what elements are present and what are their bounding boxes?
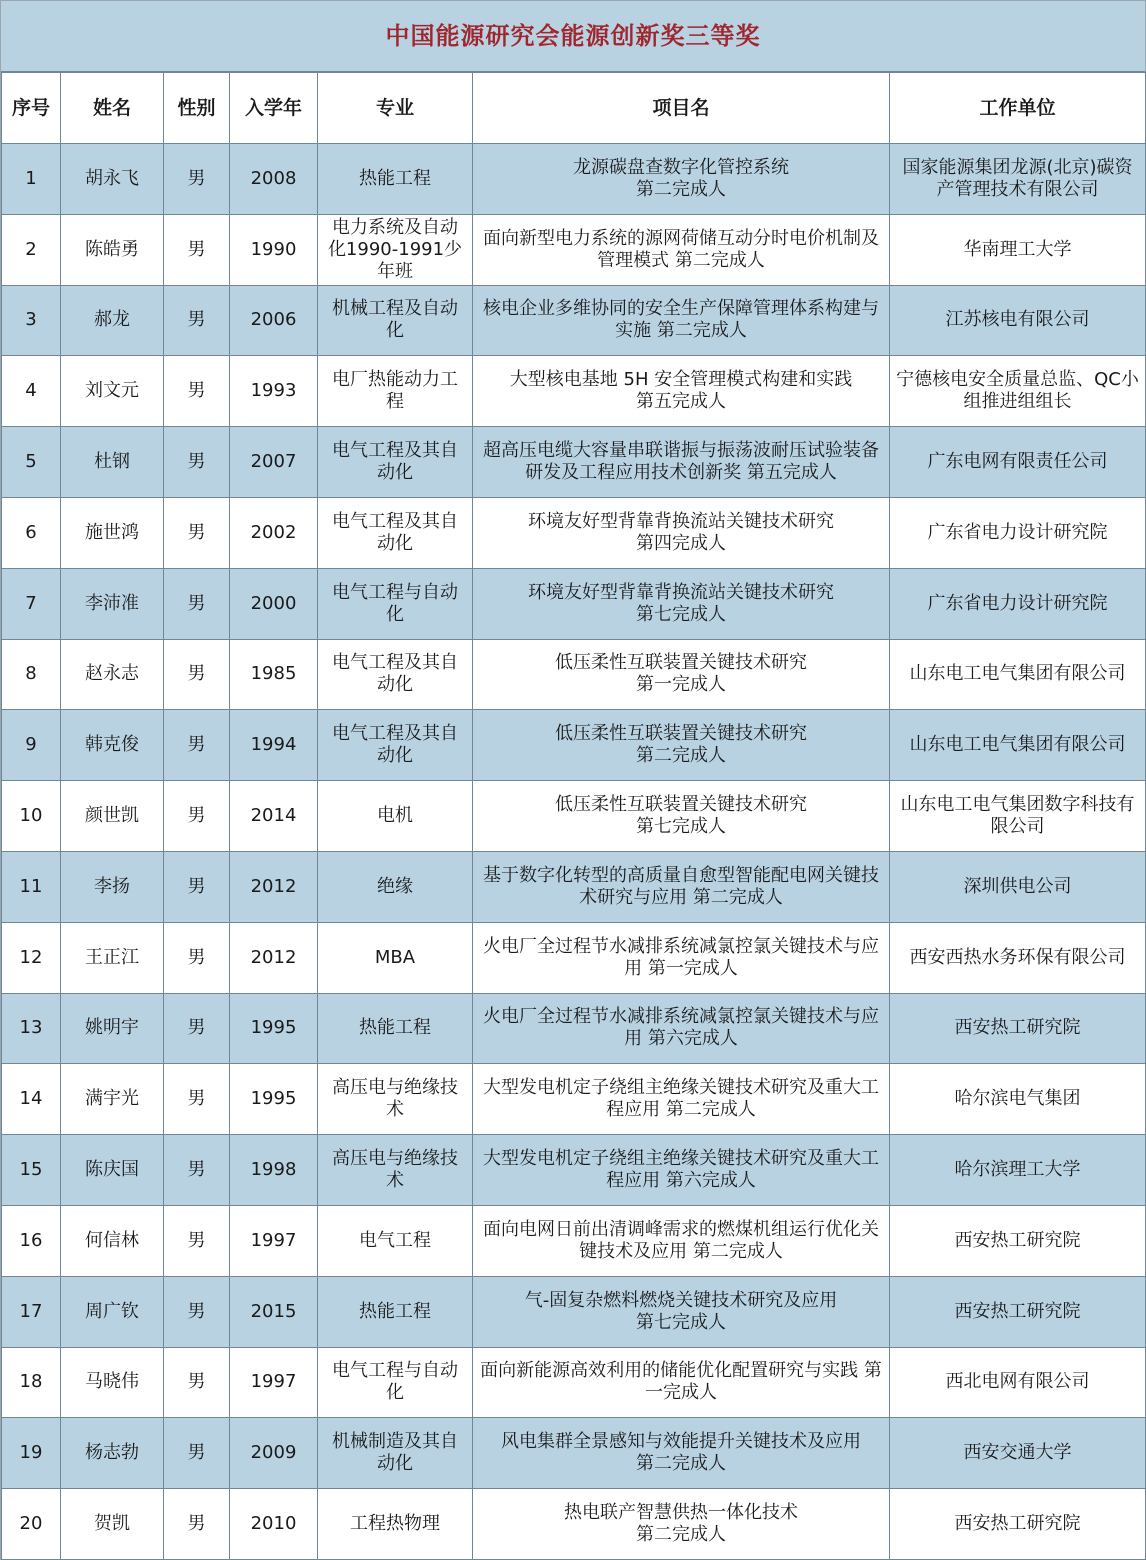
cell-index: 19 xyxy=(2,1418,61,1489)
cell-enroll-year: 1995 xyxy=(230,993,318,1064)
cell-enroll-year: 2009 xyxy=(230,1418,318,1489)
cell-index: 3 xyxy=(2,285,61,356)
cell-employer: 山东电工电气集团有限公司 xyxy=(890,710,1146,781)
cell-project: 风电集群全景感知与效能提升关键技术及应用 第二完成人 xyxy=(473,1418,890,1489)
cell-index: 10 xyxy=(2,781,61,852)
cell-index: 14 xyxy=(2,1064,61,1135)
cell-index: 12 xyxy=(2,922,61,993)
cell-enroll-year: 2002 xyxy=(230,497,318,568)
cell-index: 11 xyxy=(2,851,61,922)
cell-project: 超高压电缆大容量串联谐振与振荡波耐压试验装备研发及工程应用技术创新奖 第五完成人 xyxy=(473,427,890,498)
cell-name: 周广钦 xyxy=(61,1276,164,1347)
table-row xyxy=(2,427,1146,498)
header-gender: 性别 xyxy=(164,73,230,144)
cell-gender: 男 xyxy=(164,568,230,639)
cell-gender: 男 xyxy=(164,1489,230,1560)
header-project: 项目名 xyxy=(473,73,890,144)
table-row xyxy=(2,1135,1146,1206)
cell-major: 电气工程及其自动化 xyxy=(318,710,473,781)
table-row xyxy=(2,993,1146,1064)
cell-project: 火电厂全过程节水减排系统减氯控氯关键技术与应用 第一完成人 xyxy=(473,922,890,993)
cell-index: 9 xyxy=(2,710,61,781)
cell-employer: 西安西热水务环保有限公司 xyxy=(890,922,1146,993)
cell-major: 高压电与绝缘技术 xyxy=(318,1064,473,1135)
cell-enroll-year: 2014 xyxy=(230,781,318,852)
cell-employer: 广东电网有限责任公司 xyxy=(890,427,1146,498)
cell-enroll-year: 1995 xyxy=(230,1064,318,1135)
cell-name: 赵永志 xyxy=(61,639,164,710)
table-row xyxy=(2,639,1146,710)
cell-enroll-year: 2008 xyxy=(230,144,318,215)
cell-major: 电气工程 xyxy=(318,1205,473,1276)
table-row xyxy=(2,1276,1146,1347)
table-row xyxy=(2,851,1146,922)
table-row xyxy=(2,144,1146,215)
cell-enroll-year: 2007 xyxy=(230,427,318,498)
cell-project: 环境友好型背靠背换流站关键技术研究 第四完成人 xyxy=(473,497,890,568)
cell-index: 13 xyxy=(2,993,61,1064)
cell-enroll-year: 2000 xyxy=(230,568,318,639)
cell-project: 低压柔性互联装置关键技术研究 第七完成人 xyxy=(473,781,890,852)
cell-index: 8 xyxy=(2,639,61,710)
table-row xyxy=(2,710,1146,781)
cell-name: 陈皓勇 xyxy=(61,214,164,285)
cell-enroll-year: 1997 xyxy=(230,1205,318,1276)
cell-major: 电气工程及其自动化 xyxy=(318,427,473,498)
cell-project: 面向新型电力系统的源网荷储互动分时电价机制及管理模式 第二完成人 xyxy=(473,214,890,285)
cell-name: 施世鸿 xyxy=(61,497,164,568)
cell-gender: 男 xyxy=(164,356,230,427)
cell-name: 杨志勃 xyxy=(61,1418,164,1489)
cell-project: 核电企业多维协同的安全生产保障管理体系构建与实施 第二完成人 xyxy=(473,285,890,356)
cell-enroll-year: 1994 xyxy=(230,710,318,781)
cell-major: 机械制造及其自动化 xyxy=(318,1418,473,1489)
cell-index: 7 xyxy=(2,568,61,639)
cell-employer: 国家能源集团龙源(北京)碳资产管理技术有限公司 xyxy=(890,144,1146,215)
cell-employer: 广东省电力设计研究院 xyxy=(890,568,1146,639)
cell-gender: 男 xyxy=(164,1205,230,1276)
cell-gender: 男 xyxy=(164,710,230,781)
cell-name: 陈庆国 xyxy=(61,1135,164,1206)
cell-employer: 西安热工研究院 xyxy=(890,1205,1146,1276)
cell-project: 环境友好型背靠背换流站关键技术研究 第七完成人 xyxy=(473,568,890,639)
award-table xyxy=(1,72,1146,1560)
cell-major: MBA xyxy=(318,922,473,993)
cell-major: 热能工程 xyxy=(318,1276,473,1347)
cell-gender: 男 xyxy=(164,285,230,356)
cell-index: 15 xyxy=(2,1135,61,1206)
cell-major: 热能工程 xyxy=(318,993,473,1064)
table-row xyxy=(2,497,1146,568)
cell-gender: 男 xyxy=(164,781,230,852)
cell-index: 5 xyxy=(2,427,61,498)
cell-project: 低压柔性互联装置关键技术研究 第一完成人 xyxy=(473,639,890,710)
cell-employer: 华南理工大学 xyxy=(890,214,1146,285)
cell-project: 低压柔性互联装置关键技术研究 第二完成人 xyxy=(473,710,890,781)
cell-major: 高压电与绝缘技术 xyxy=(318,1135,473,1206)
cell-gender: 男 xyxy=(164,1276,230,1347)
cell-index: 18 xyxy=(2,1347,61,1418)
cell-gender: 男 xyxy=(164,144,230,215)
cell-name: 颜世凯 xyxy=(61,781,164,852)
header-index: 序号 xyxy=(2,73,61,144)
cell-project: 火电厂全过程节水减排系统减氯控氯关键技术与应用 第六完成人 xyxy=(473,993,890,1064)
cell-enroll-year: 1985 xyxy=(230,639,318,710)
cell-project: 面向新能源高效利用的储能优化配置研究与实践 第一完成人 xyxy=(473,1347,890,1418)
cell-project: 热电联产智慧供热一体化技术 第二完成人 xyxy=(473,1489,890,1560)
cell-name: 杜钢 xyxy=(61,427,164,498)
cell-name: 马晓伟 xyxy=(61,1347,164,1418)
cell-enroll-year: 2006 xyxy=(230,285,318,356)
cell-major: 机械工程及自动化 xyxy=(318,285,473,356)
table-row xyxy=(2,1064,1146,1135)
cell-employer: 西北电网有限公司 xyxy=(890,1347,1146,1418)
header-row xyxy=(2,73,1146,144)
cell-employer: 广东省电力设计研究院 xyxy=(890,497,1146,568)
header-employer: 工作单位 xyxy=(890,73,1146,144)
cell-gender: 男 xyxy=(164,922,230,993)
cell-enroll-year: 2015 xyxy=(230,1276,318,1347)
header-major: 专业 xyxy=(318,73,473,144)
cell-enroll-year: 2012 xyxy=(230,922,318,993)
cell-index: 4 xyxy=(2,356,61,427)
cell-enroll-year: 1990 xyxy=(230,214,318,285)
cell-index: 1 xyxy=(2,144,61,215)
cell-project: 基于数字化转型的高质量自愈型智能配电网关键技术研究与应用 第二完成人 xyxy=(473,851,890,922)
cell-gender: 男 xyxy=(164,1418,230,1489)
table-title: 中国能源研究会能源创新奖三等奖 xyxy=(1,1,1145,72)
cell-employer: 宁德核电安全质量总监、QC小组推进组组长 xyxy=(890,356,1146,427)
cell-major: 热能工程 xyxy=(318,144,473,215)
cell-name: 李沛准 xyxy=(61,568,164,639)
cell-employer: 西安热工研究院 xyxy=(890,1276,1146,1347)
cell-employer: 西安热工研究院 xyxy=(890,993,1146,1064)
cell-major: 绝缘 xyxy=(318,851,473,922)
table-row xyxy=(2,781,1146,852)
cell-project: 大型发电机定子绕组主绝缘关键技术研究及重大工程应用 第六完成人 xyxy=(473,1135,890,1206)
cell-major: 工程热物理 xyxy=(318,1489,473,1560)
cell-employer: 山东电工电气集团数字科技有限公司 xyxy=(890,781,1146,852)
cell-project: 大型核电基地 5H 安全管理模式构建和实践 第五完成人 xyxy=(473,356,890,427)
cell-enroll-year: 1993 xyxy=(230,356,318,427)
cell-major: 电气工程与自动化 xyxy=(318,568,473,639)
cell-major: 电机 xyxy=(318,781,473,852)
cell-project: 面向电网日前出清调峰需求的燃煤机组运行优化关键技术及应用 第二完成人 xyxy=(473,1205,890,1276)
cell-major: 电气工程及其自动化 xyxy=(318,497,473,568)
cell-index: 20 xyxy=(2,1489,61,1560)
cell-name: 满宇光 xyxy=(61,1064,164,1135)
cell-index: 2 xyxy=(2,214,61,285)
table-row xyxy=(2,214,1146,285)
cell-gender: 男 xyxy=(164,1347,230,1418)
cell-employer: 山东电工电气集团有限公司 xyxy=(890,639,1146,710)
cell-name: 王正江 xyxy=(61,922,164,993)
cell-gender: 男 xyxy=(164,497,230,568)
cell-employer: 哈尔滨电气集团 xyxy=(890,1064,1146,1135)
cell-gender: 男 xyxy=(164,639,230,710)
cell-enroll-year: 2012 xyxy=(230,851,318,922)
header-name: 姓名 xyxy=(61,73,164,144)
cell-employer: 西安交通大学 xyxy=(890,1418,1146,1489)
table-row xyxy=(2,1347,1146,1418)
table-row xyxy=(2,285,1146,356)
cell-employer: 西安热工研究院 xyxy=(890,1489,1146,1560)
cell-index: 16 xyxy=(2,1205,61,1276)
table-row xyxy=(2,922,1146,993)
cell-enroll-year: 1997 xyxy=(230,1347,318,1418)
cell-project: 气-固复杂燃料燃烧关键技术研究及应用 第七完成人 xyxy=(473,1276,890,1347)
cell-name: 李扬 xyxy=(61,851,164,922)
cell-gender: 男 xyxy=(164,427,230,498)
cell-project: 龙源碳盘查数字化管控系统 第二完成人 xyxy=(473,144,890,215)
cell-name: 胡永飞 xyxy=(61,144,164,215)
cell-name: 何信林 xyxy=(61,1205,164,1276)
cell-major: 电气工程及其自动化 xyxy=(318,639,473,710)
cell-gender: 男 xyxy=(164,1135,230,1206)
cell-name: 韩克俊 xyxy=(61,710,164,781)
cell-gender: 男 xyxy=(164,993,230,1064)
table-row xyxy=(2,1489,1146,1560)
cell-name: 贺凯 xyxy=(61,1489,164,1560)
cell-major: 电厂热能动力工程 xyxy=(318,356,473,427)
cell-major: 电气工程与自动化 xyxy=(318,1347,473,1418)
header-enroll-year: 入学年 xyxy=(230,73,318,144)
cell-employer: 江苏核电有限公司 xyxy=(890,285,1146,356)
cell-index: 17 xyxy=(2,1276,61,1347)
cell-employer: 深圳供电公司 xyxy=(890,851,1146,922)
cell-name: 郝龙 xyxy=(61,285,164,356)
cell-gender: 男 xyxy=(164,214,230,285)
table-row xyxy=(2,1418,1146,1489)
cell-index: 6 xyxy=(2,497,61,568)
table-row xyxy=(2,1205,1146,1276)
cell-gender: 男 xyxy=(164,1064,230,1135)
cell-enroll-year: 1998 xyxy=(230,1135,318,1206)
cell-name: 刘文元 xyxy=(61,356,164,427)
cell-major: 电力系统及自动化1990-1991少年班 xyxy=(318,214,473,285)
cell-name: 姚明宇 xyxy=(61,993,164,1064)
cell-project: 大型发电机定子绕组主绝缘关键技术研究及重大工程应用 第二完成人 xyxy=(473,1064,890,1135)
cell-enroll-year: 2010 xyxy=(230,1489,318,1560)
table-row xyxy=(2,568,1146,639)
table-body xyxy=(2,144,1146,1560)
cell-gender: 男 xyxy=(164,851,230,922)
cell-employer: 哈尔滨理工大学 xyxy=(890,1135,1146,1206)
table-row xyxy=(2,356,1146,427)
